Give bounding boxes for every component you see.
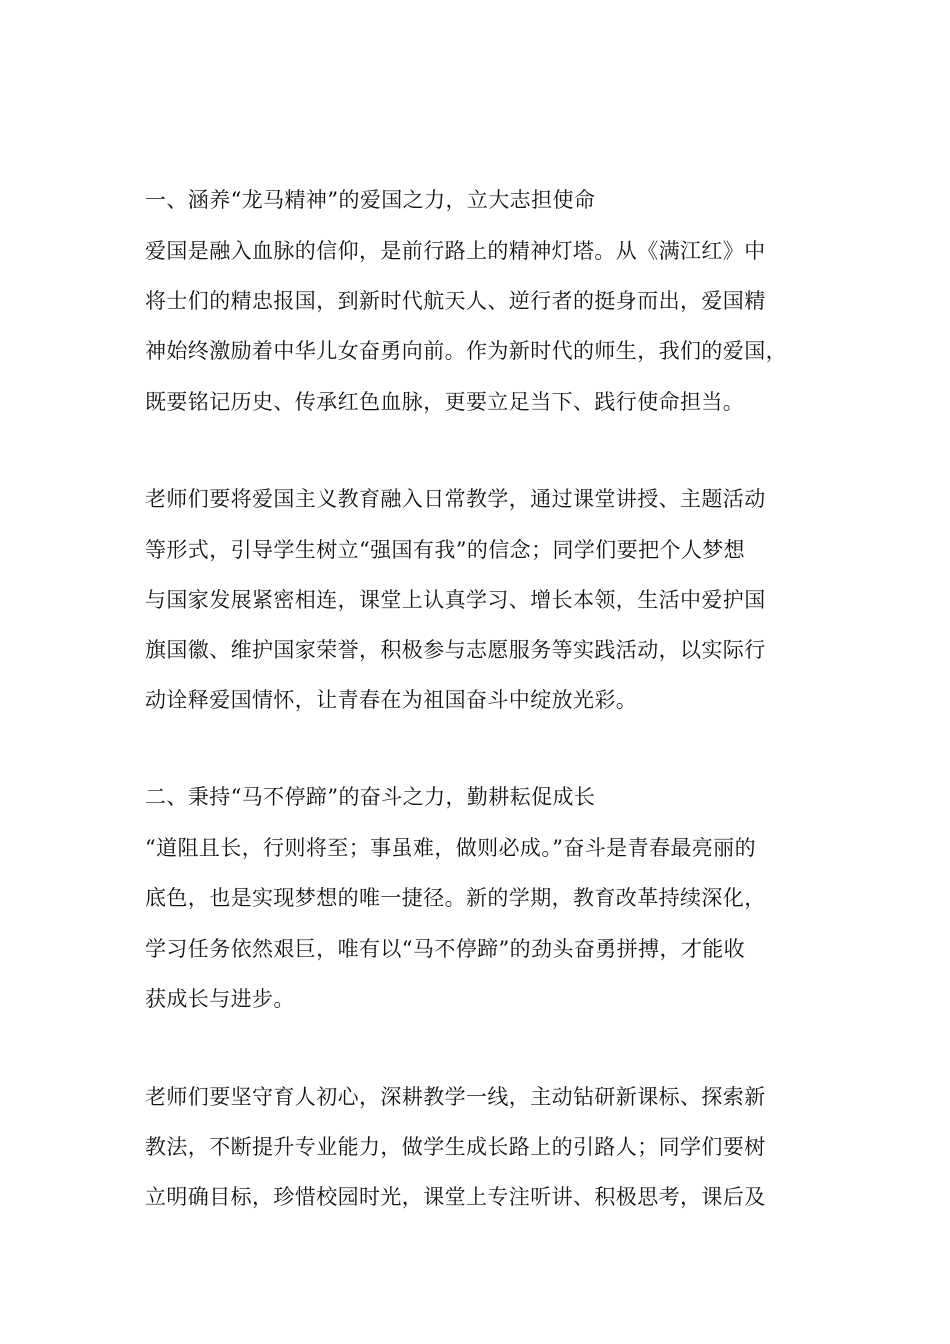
paragraph-line: 既要铭记历史、传承红色血脉，更要立足当下、践行使命担当。: [145, 390, 745, 414]
paragraph-line: 爱国是融入血脉的信仰，是前行路上的精神灯塔。从《满江红》中: [145, 239, 766, 263]
paragraph-line: 将士们的精忠报国，到新时代航天人、逆行者的挺身而出，爱国精: [145, 289, 766, 313]
section-heading: 一、涵养“龙马精神”的爱国之力，立大志担使命: [145, 188, 596, 212]
paragraph-line: 教法，不断提升专业能力，做学生成长路上的引路人；同学们要树: [145, 1135, 766, 1159]
paragraph-line: 学习任务依然艰巨，唯有以“马不停蹄”的劲头奋勇拼搏，才能收: [145, 937, 746, 961]
paragraph-line: 老师们要将爱国主义教育融入日常教学，通过课堂讲授、主题活动: [145, 487, 766, 511]
paragraph-line: 旗国徽、维护国家荣誉，积极参与志愿服务等实践活动，以实际行: [145, 638, 766, 662]
paragraph-line: 立明确目标，珍惜校园时光，课堂上专注听讲、积极思考，课后及: [145, 1185, 766, 1209]
section-heading: 二、秉持“马不停蹄”的奋斗之力，勤耕耘促成长: [145, 785, 596, 809]
paragraph-line: 老师们要坚守育人初心，深耕教学一线，主动钻研新课标、探索新: [145, 1085, 766, 1109]
paragraph-line: 神始终激励着中华儿女奋勇向前。作为新时代的师生，我们的爱国，: [145, 339, 787, 363]
paragraph-line: 获成长与进步。: [145, 987, 295, 1011]
paragraph-line: 底色，也是实现梦想的唯一捷径。新的学期，教育改革持续深化，: [145, 886, 766, 910]
paragraph-line: 等形式，引导学生树立“强国有我”的信念；同学们要把个人梦想: [145, 538, 746, 562]
paragraph-line: 与国家发展紧密相连，课堂上认真学习、增长本领，生活中爱护国: [145, 588, 766, 612]
paragraph-line: “道阻且长，行则将至；事虽难，做则必成。”奋斗是青春最亮丽的: [145, 836, 756, 860]
paragraph-line: 动诠释爱国情怀，让青春在为祖国奋斗中绽放光彩。: [145, 688, 638, 712]
